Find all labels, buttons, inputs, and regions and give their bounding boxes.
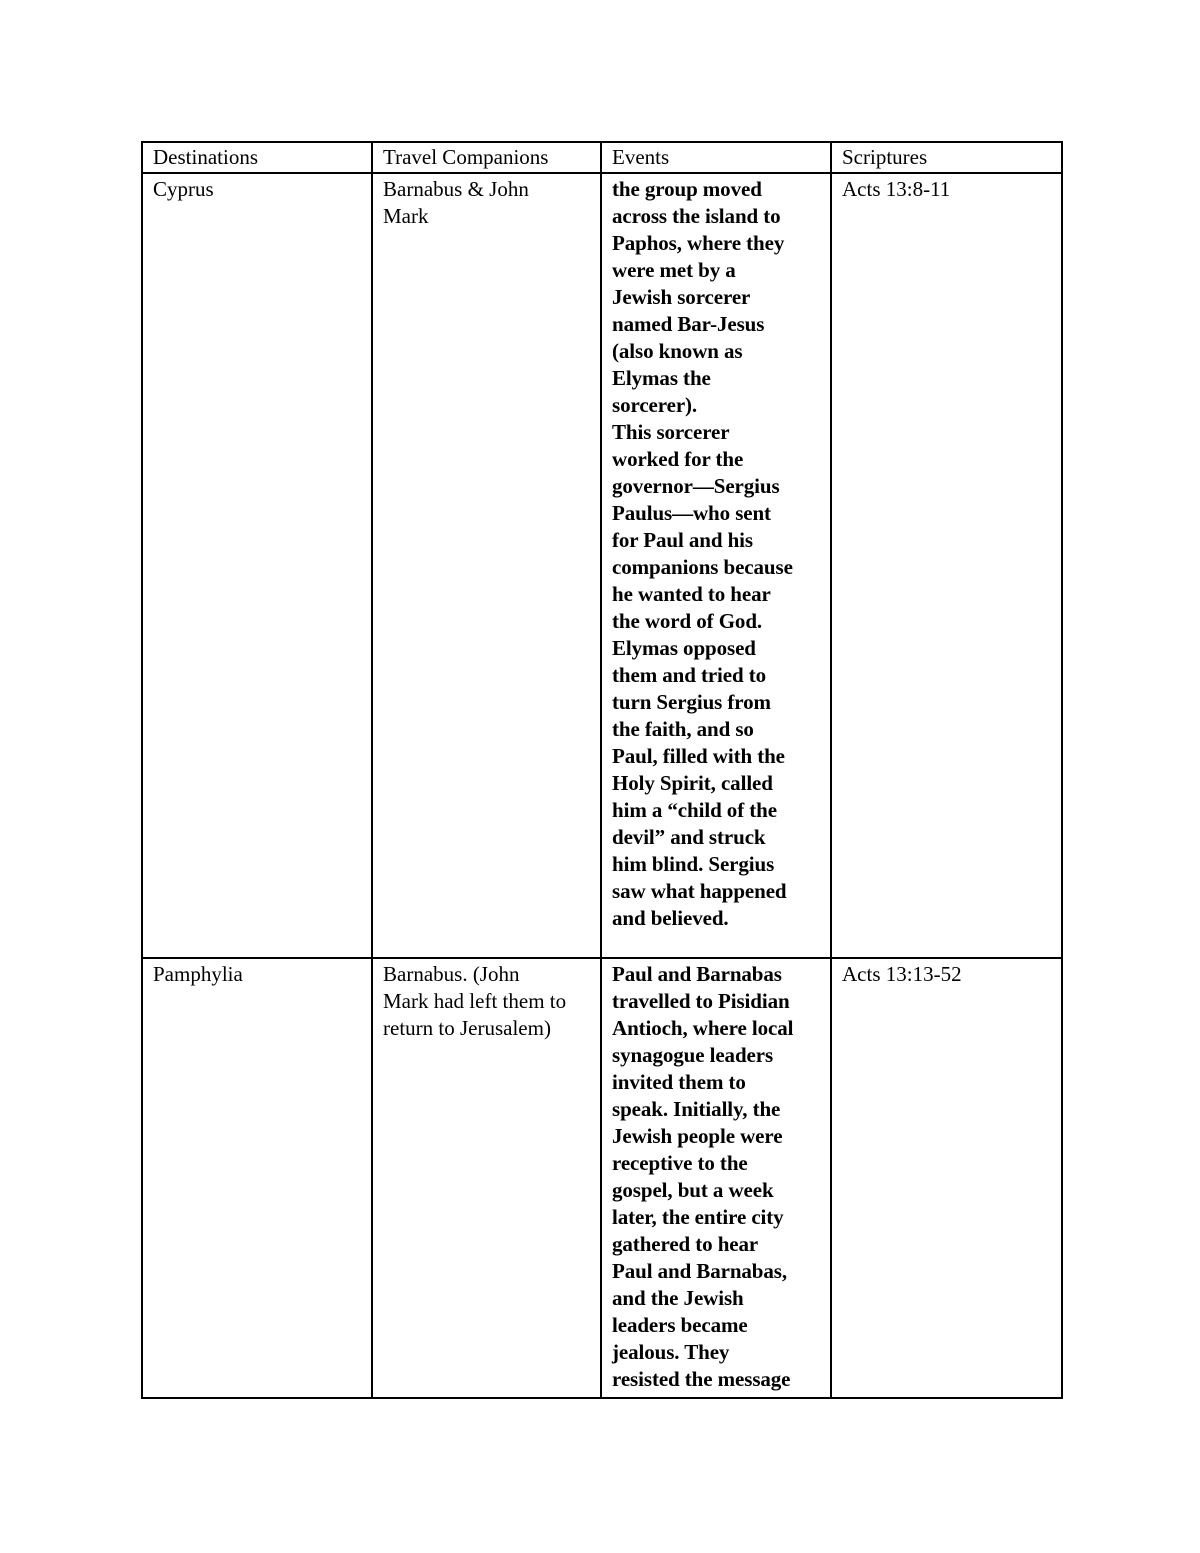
scriptures-cell [831, 958, 1062, 1398]
events-text: the group moved across the island to Paphos, where they were met by a Jewish sorcerer named Bar-Jesus (also known as Elymas the sorcerer). This sorcerer worked for the governor—Sergius Paulus—who sent for Paul and his companions because he wanted to hear the word of God. Elymas opposed them and tried to turn Sergius from the faith, and so Paul, filled with the Holy Spirit, called him a “child of the devil” and struck him blind. Sergius saw what happened and believed. [612, 177, 793, 930]
destination-cell [142, 173, 372, 958]
destination-text: Pamphylia [153, 962, 243, 986]
table-header-row [142, 142, 1062, 173]
events-cell [601, 173, 831, 958]
events-text: Paul and Barnabas travelled to Pisidian Antioch, where local synagogue leaders invited them to speak. Initially, the Jewish people were receptive to the gospel, but a week later, the entire city gathered to hear Paul and Barnabas, and the Jewish leaders became jealous. They resisted the message [612, 962, 794, 1391]
header-travel-companions: Travel Companions [372, 142, 601, 173]
destination-cell [142, 958, 372, 1398]
table-row [142, 958, 1062, 1398]
companions-cell [372, 958, 601, 1398]
scriptures-text: Acts 13:13-52 [842, 962, 962, 986]
companions-text: Barnabus. (John Mark had left them to return to Jerusalem) [383, 962, 567, 1040]
events-cell [601, 958, 831, 1398]
missionary-journey-table [141, 141, 1063, 1399]
header-events: Events [601, 142, 831, 173]
scriptures-cell [831, 173, 1062, 958]
companions-cell [372, 173, 601, 958]
destination-text: Cyprus [153, 177, 214, 201]
companions-text: Barnabus & John Mark [383, 177, 529, 228]
header-scriptures: Scriptures [831, 142, 1062, 173]
scriptures-text: Acts 13:8-11 [842, 177, 951, 201]
table-row [142, 173, 1062, 958]
header-destinations: Destinations [142, 142, 372, 173]
